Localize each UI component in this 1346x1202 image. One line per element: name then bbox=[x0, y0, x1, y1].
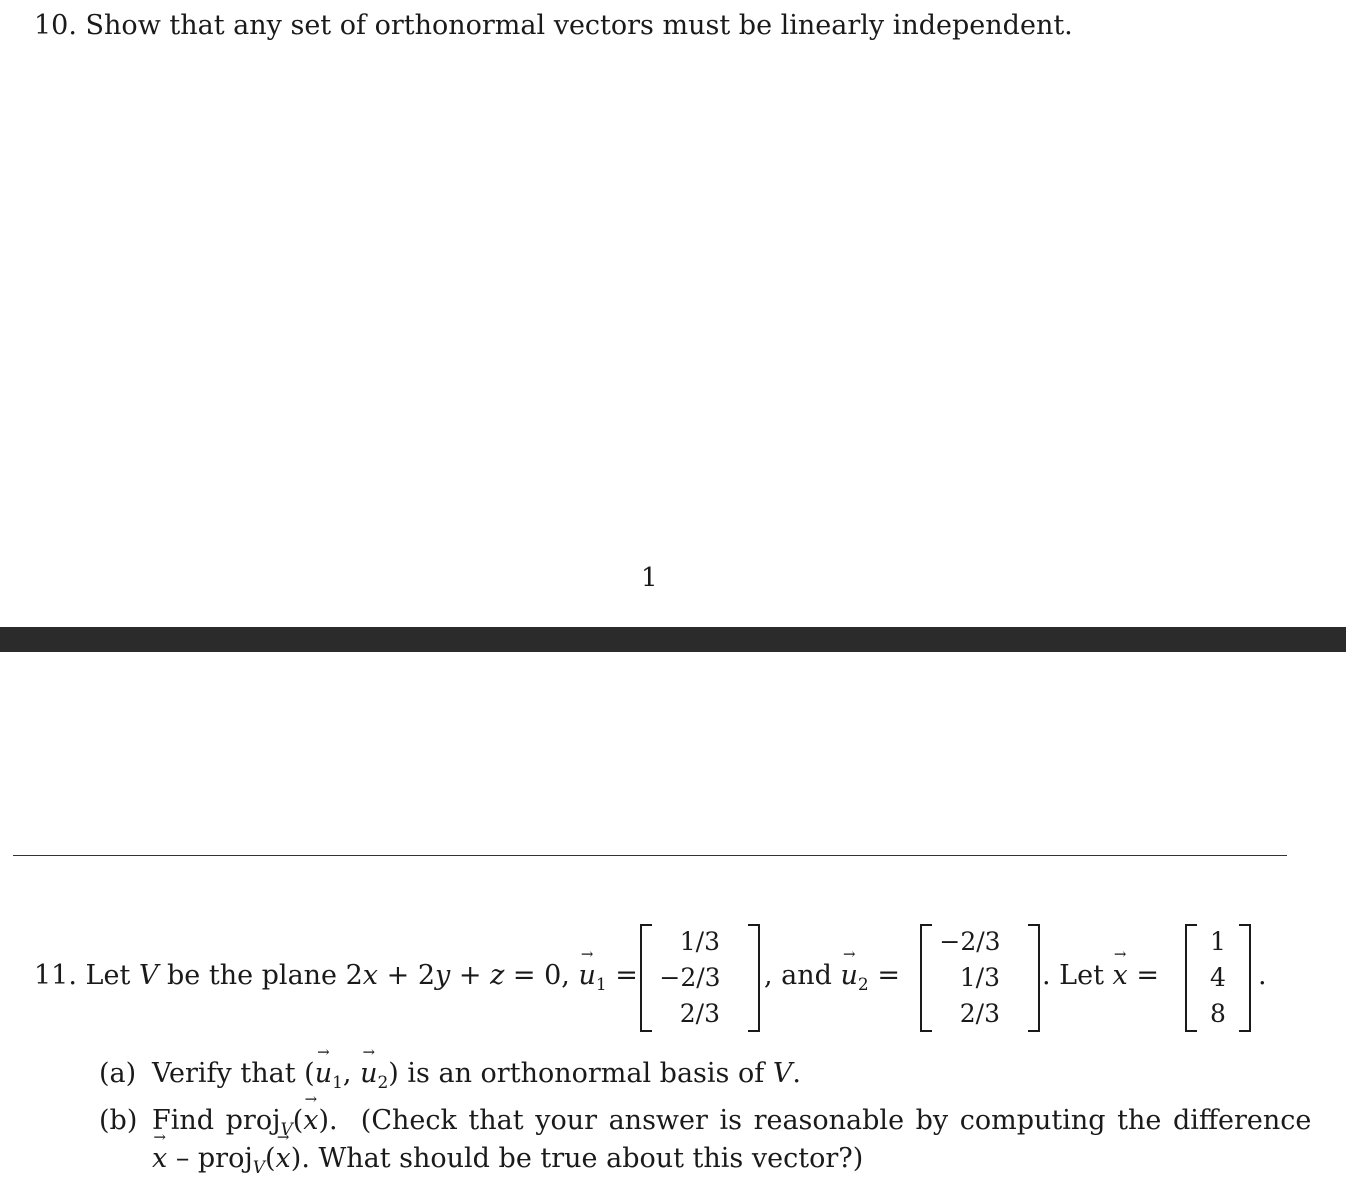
let-x-text bbox=[1042, 960, 1159, 991]
horizontal-rule bbox=[13, 855, 1287, 856]
end-period: . bbox=[1258, 960, 1267, 991]
comma-and: , and bbox=[764, 960, 832, 991]
part-b-text: (Check that your answer is reasonable by computing the difference bbox=[360, 1105, 1312, 1136]
u2-entry: 1/3 bbox=[959, 963, 1000, 992]
page-divider-bar bbox=[0, 627, 1346, 652]
and-u2-text bbox=[764, 960, 900, 995]
equals-sign: = bbox=[877, 960, 900, 991]
part-b-find: Find proj bbox=[152, 1105, 281, 1136]
part-a-text-2: ) is an orthonormal basis of bbox=[388, 1058, 765, 1089]
u2-entry: −2/3 bbox=[939, 927, 1001, 956]
plane-symbol: V bbox=[138, 960, 159, 991]
part-a-label: (a) bbox=[99, 1058, 137, 1089]
u1-entry: −2/3 bbox=[659, 963, 721, 992]
problem-10-text: Show that any set of orthonormal vectors must be linearly independent. bbox=[85, 10, 1073, 41]
u2-subscript: 2 bbox=[857, 975, 869, 995]
x-vector bbox=[1185, 924, 1251, 1032]
u2-vector bbox=[920, 924, 1040, 1032]
problem-11-number: 11. bbox=[34, 960, 77, 991]
part-a-text: Verify that ( bbox=[152, 1058, 315, 1089]
problem-10-number: 10. bbox=[34, 10, 77, 41]
equals-sign: = bbox=[1136, 960, 1159, 991]
problem-10 bbox=[34, 10, 1073, 41]
x-symbol: → x bbox=[1113, 960, 1128, 991]
u1-entry: 2/3 bbox=[679, 999, 720, 1028]
part-b-label: (b) bbox=[99, 1105, 138, 1136]
u1-symbol: → u bbox=[578, 960, 595, 991]
u1-entry: 1/3 bbox=[679, 927, 720, 956]
plane-description: be the plane 2x + 2y + z = 0, bbox=[167, 960, 579, 991]
u1-subscript: 1 bbox=[595, 975, 607, 995]
let-word: Let bbox=[85, 960, 131, 991]
equals-sign: = bbox=[615, 960, 638, 991]
problem-11-statement bbox=[34, 960, 638, 995]
part-b-question: What should be true about this vector?) bbox=[318, 1143, 864, 1174]
u2-symbol: → u bbox=[841, 960, 858, 991]
part-a: (a) Verify that (→ $u_1$, → $u_2$) is an orthonormal basis of V. bbox=[99, 1058, 801, 1089]
part-b-line-2: → x – proj$_V$(→ x). What should be true about this vector?) bbox=[152, 1143, 863, 1174]
x-entry: 8 bbox=[1210, 999, 1226, 1028]
u1-vector bbox=[640, 924, 760, 1032]
u2-entry: 2/3 bbox=[959, 999, 1000, 1028]
page-number: 1 bbox=[641, 563, 658, 593]
x-entry: 1 bbox=[1210, 927, 1226, 956]
part-b: (b) Find proj$_V$(→ x). (Check that your answer is reasonable by computing the difference bbox=[99, 1105, 1311, 1136]
x-entry: 4 bbox=[1210, 963, 1226, 992]
let-x: . Let bbox=[1042, 960, 1104, 991]
